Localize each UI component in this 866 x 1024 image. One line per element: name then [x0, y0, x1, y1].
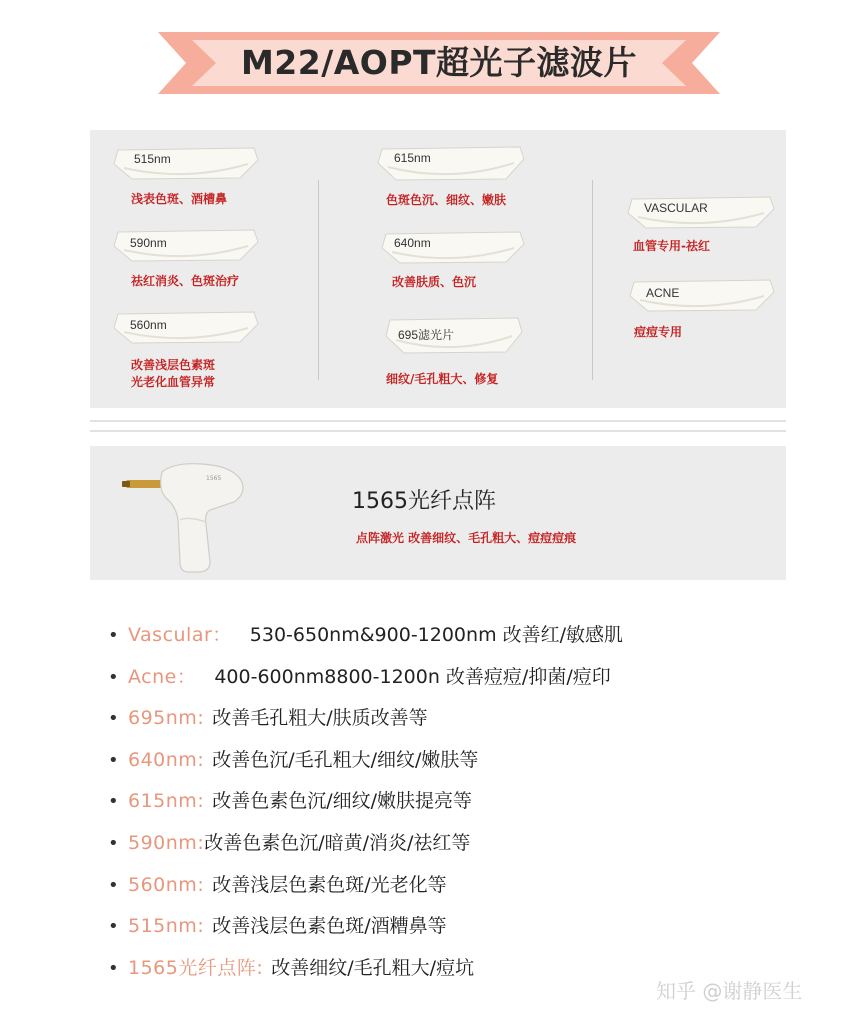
- bullet: •: [108, 791, 119, 813]
- laser-device: [122, 458, 252, 576]
- column-divider: [592, 180, 593, 380]
- filter-desc: 细纹/毛孔粗大、修复: [386, 372, 499, 386]
- bullet: •: [108, 874, 119, 896]
- filter-desc: 血管专用-祛红: [633, 239, 710, 253]
- item-value: 改善浅层色素色斑/酒糟鼻等: [212, 915, 447, 938]
- list-item: [108, 908, 623, 950]
- filter-desc: 光老化血管异常: [131, 375, 216, 389]
- item-value: 改善色沉/毛孔粗大/细纹/嫩肤等: [212, 748, 479, 771]
- item-value: 改善浅层色素色斑/光老化等: [212, 873, 447, 896]
- item-key: 695nm:: [128, 707, 205, 730]
- list-item: [108, 783, 623, 825]
- item-key: Vascular：: [128, 624, 232, 646]
- item-value: 改善色素色沉/暗黄/消炎/祛红等: [204, 831, 471, 854]
- filter-desc: 改善肤质、色沉: [392, 275, 477, 289]
- item-key: 560nm:: [128, 873, 205, 896]
- watermark: 知乎 @谢静医生: [656, 979, 803, 1003]
- separator: [90, 420, 786, 422]
- filter-615nm: [376, 145, 526, 183]
- filter-560nm: [112, 310, 260, 346]
- filter-label: 590nm: [130, 236, 167, 250]
- bullet: •: [108, 916, 119, 938]
- item-key: 615nm:: [128, 790, 205, 813]
- item-key: 640nm:: [128, 748, 205, 771]
- feature-list: [108, 617, 623, 991]
- filter-label: VASCULAR: [644, 201, 708, 215]
- list-item: [108, 617, 623, 659]
- filter-515nm: [112, 146, 260, 182]
- laser-title: 1565光纤点阵: [352, 489, 496, 514]
- column-divider: [318, 180, 319, 380]
- item-key: 515nm:: [128, 915, 205, 938]
- filter-label: 640nm: [394, 236, 431, 250]
- item-value: 改善细纹/毛孔粗大/痘坑: [271, 956, 475, 979]
- bullet: •: [108, 749, 119, 771]
- item-key: 590nm:: [128, 831, 205, 854]
- filter-desc: 色斑色沉、细纹、嫩肤: [386, 193, 507, 207]
- item-value: 400-600nm8800-1200n 改善痘痘/抑菌/痘印: [214, 665, 611, 688]
- list-item: [108, 742, 623, 784]
- bullet: •: [108, 708, 119, 730]
- filter-label: 515nm: [134, 152, 171, 166]
- bullet: •: [108, 625, 119, 646]
- bullet: •: [108, 666, 119, 688]
- item-key: Acne：: [128, 665, 197, 688]
- item-value: 改善色素色沉/细纹/嫩肤提亮等: [212, 790, 473, 813]
- filter-desc: 浅表色斑、酒槽鼻: [131, 192, 228, 206]
- device-label: 1565: [206, 475, 222, 482]
- item-key: 1565光纤点阵:: [128, 956, 264, 979]
- filter-640nm: [380, 230, 526, 266]
- page-title: M22/AOPT超光子滤波片: [240, 43, 638, 82]
- separator: [90, 430, 786, 432]
- title-ribbon: [158, 28, 720, 98]
- filter-label: 695滤光片: [398, 328, 455, 342]
- filter-vascular: [626, 195, 776, 231]
- item-value: 改善毛孔粗大/肤质改善等: [212, 707, 428, 730]
- filter-acne: [628, 278, 776, 314]
- item-value: 530-650nm&900-1200nm 改善红/敏感肌: [249, 624, 624, 646]
- laser-handpiece-icon: [122, 458, 252, 576]
- filter-desc: 祛红消炎、色斑治疗: [131, 274, 240, 288]
- bullet: •: [108, 832, 119, 854]
- list-item: [108, 700, 623, 742]
- list-item: [108, 825, 623, 867]
- laser-desc: 点阵激光 改善细纹、毛孔粗大、痘痘痘痕: [356, 531, 577, 545]
- filter-desc: 痘痘专用: [634, 325, 683, 339]
- list-item: [108, 950, 623, 992]
- list-item: [108, 867, 623, 909]
- filter-label: 560nm: [130, 318, 167, 332]
- filter-label: ACNE: [646, 286, 680, 300]
- filter-label: 615nm: [394, 151, 431, 165]
- bullet: •: [108, 957, 119, 979]
- list-item: [108, 659, 623, 701]
- filter-desc: 改善浅层色素斑: [131, 358, 216, 372]
- filter-590nm: [112, 228, 260, 264]
- filter-695nm: [384, 316, 524, 356]
